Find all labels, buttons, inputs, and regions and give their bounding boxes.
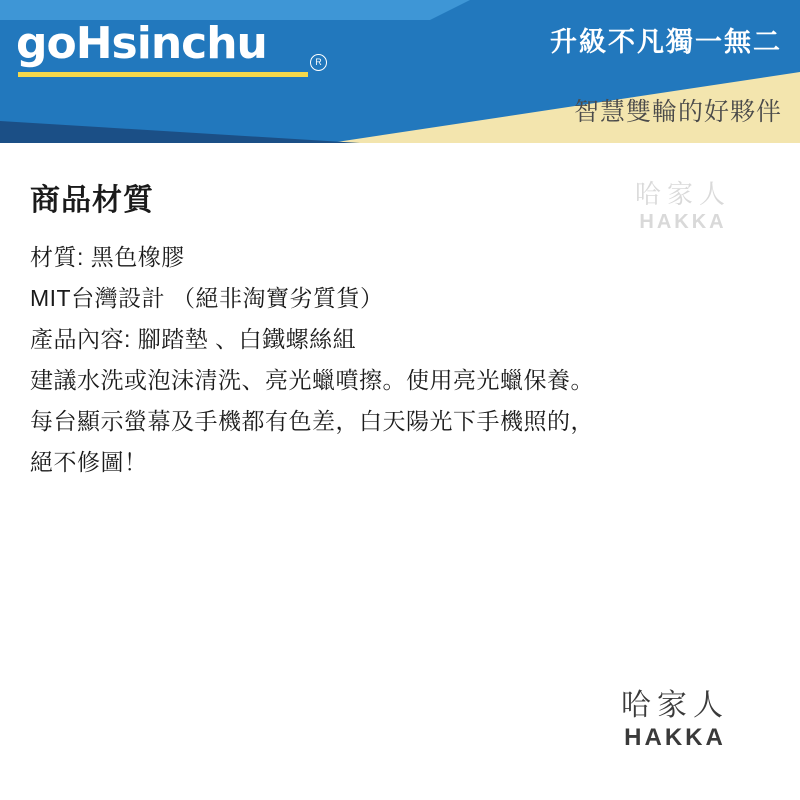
watermark-bottom xyxy=(590,689,760,752)
watermark-top-cn: 哈家人 xyxy=(634,179,731,209)
watermark-bottom-cn: 哈家人 xyxy=(621,689,729,722)
page-title: 商品材質 xyxy=(30,184,154,217)
brand-logo: goHsinchu xyxy=(16,18,267,69)
registered-trademark-icon: R xyxy=(310,54,327,71)
spec-line-care-instructions: 建議水洗或泡沫清洗、亮光蠟噴擦。使用亮光蠟保養。 xyxy=(30,366,594,393)
spec-line-color-disclaimer: 每台顯示螢幕及手機都有色差，白天陽光下手機照的， xyxy=(30,407,594,434)
header-slogan-primary: 升級不凡獨一無二 xyxy=(550,27,782,57)
spec-line-no-retouch: 絕不修圖！ xyxy=(30,448,148,475)
page-header xyxy=(0,0,800,143)
watermark-bottom-en: HAKKA xyxy=(624,724,726,751)
spec-line-design-origin: MIT台灣設計 （絕非淘寶劣質貨） xyxy=(30,284,384,311)
watermark-top xyxy=(608,180,758,234)
header-slogan-secondary: 智慧雙輪的好夥伴 xyxy=(573,98,782,126)
spec-line-material: 材質: 黑色橡膠 xyxy=(30,244,185,270)
logo-underline xyxy=(18,72,308,77)
header-blue-highlight xyxy=(0,0,470,20)
spec-line-package-contents: 產品內容: 腳踏墊 、白鐵螺絲組 xyxy=(30,325,357,352)
watermark-top-en: HAKKA xyxy=(639,210,727,233)
